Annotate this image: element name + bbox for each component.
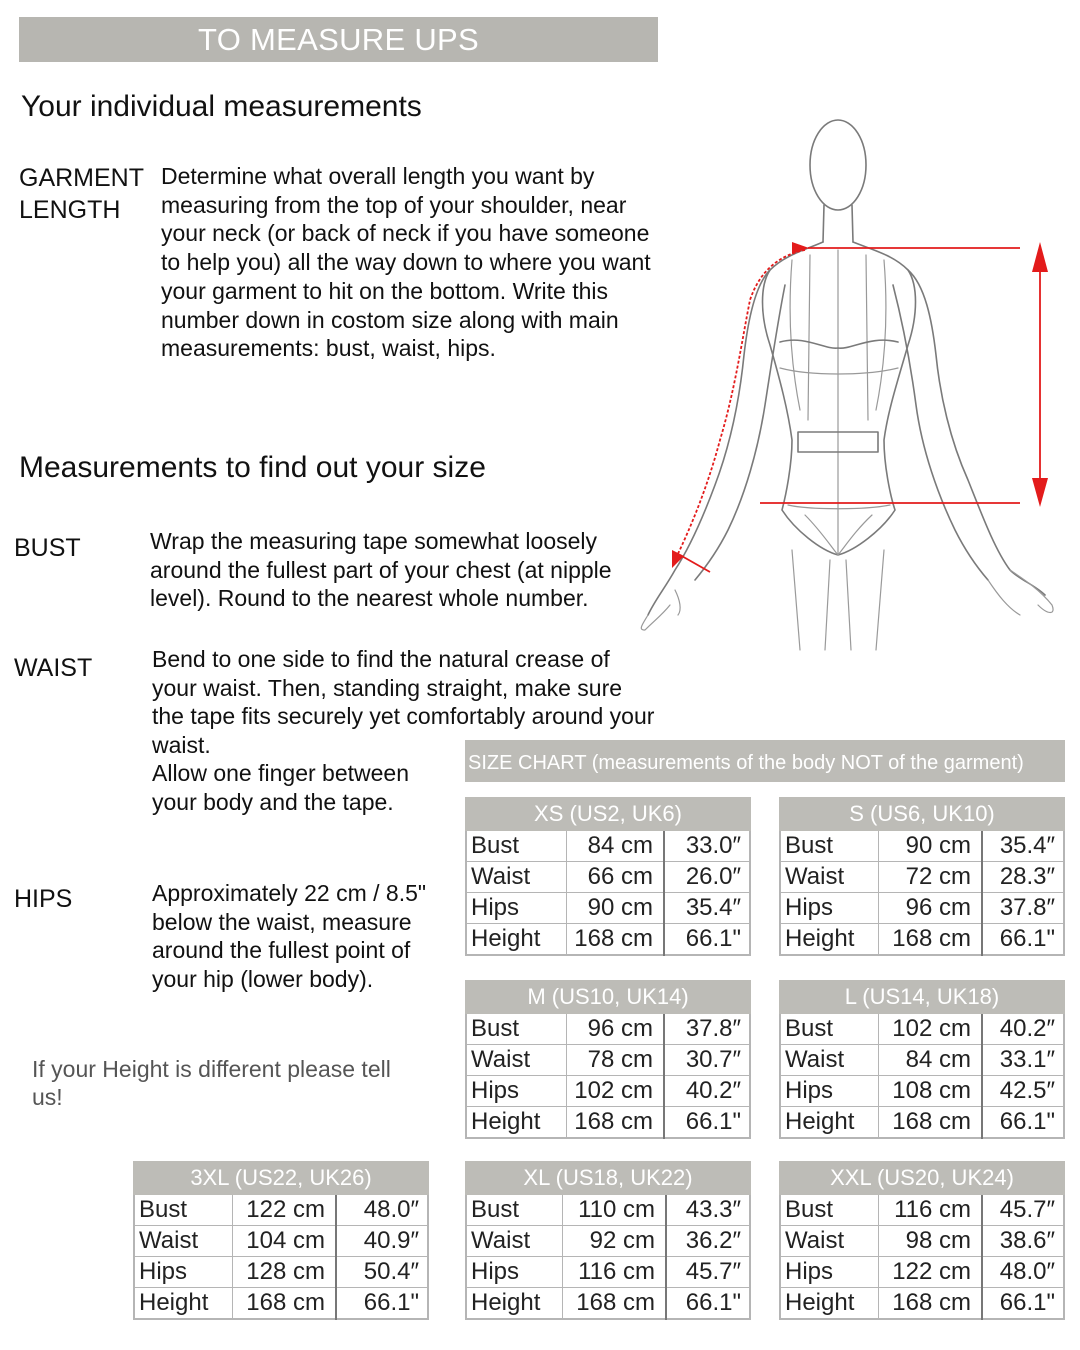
page-banner: TO MEASURE UPS <box>19 17 658 62</box>
size-cell-cm: 92 cm <box>562 1226 666 1257</box>
size-cell-cm: 122 cm <box>878 1257 982 1288</box>
size-table-header: L (US14, UK18) <box>780 981 1064 1013</box>
size-table-row <box>466 924 750 956</box>
size-table-row <box>780 1013 1064 1045</box>
bust-text: Wrap the measuring tape somewhat loosely around the fullest part of your chest (at nipple level). Round to the nearest whole number. <box>150 528 612 612</box>
size-cell-inch: 40.2″ <box>982 1013 1064 1045</box>
size-cell-label: Height <box>780 1107 878 1139</box>
size-cell-inch: 26.0″ <box>664 862 750 893</box>
size-table <box>779 980 1065 1139</box>
height-note: If your Height is different please tell us! <box>32 1056 391 1110</box>
size-cell-cm: 104 cm <box>232 1226 336 1257</box>
size-table-header: XL (US18, UK22) <box>466 1162 750 1194</box>
size-cell-cm: 168 cm <box>566 1107 664 1139</box>
size-cell-inch: 40.2″ <box>664 1076 750 1107</box>
mannequin-right-arm <box>893 270 1045 595</box>
size-table-row <box>780 1107 1064 1139</box>
size-cell-inch: 37.8″ <box>664 1013 750 1045</box>
size-table-row <box>780 1045 1064 1076</box>
size-table-header: M (US10, UK14) <box>466 981 750 1013</box>
size-table-row <box>780 862 1064 893</box>
size-table-header: 3XL (US22, UK26) <box>134 1162 428 1194</box>
size-cell-cm: 116 cm <box>562 1257 666 1288</box>
size-table-row <box>134 1288 428 1320</box>
size-cell-inch: 42.5″ <box>982 1076 1064 1107</box>
size-cell-inch: 66.1" <box>982 1288 1064 1320</box>
garment-length-text: Determine what overall length you want by measuring from the top of your shoulder, near your neck (or back of neck if you have someone to help you) all the way down to where you want your garment to hit on the bottom. Write this number down in costom size along with main measurements: bust, waist, hips. <box>161 163 651 362</box>
size-cell-label: Hips <box>466 1076 566 1107</box>
size-cell-inch: 43.3″ <box>666 1194 750 1226</box>
size-cell-cm: 168 cm <box>232 1288 336 1320</box>
size-cell-label: Hips <box>780 893 878 924</box>
size-cell-label: Bust <box>780 1013 878 1045</box>
size-cell-label: Height <box>466 1107 566 1139</box>
size-cell-inch: 36.2″ <box>666 1226 750 1257</box>
size-table-row <box>780 1257 1064 1288</box>
size-table-row <box>780 924 1064 956</box>
size-cell-inch: 66.1" <box>982 924 1064 956</box>
size-cell-inch: 35.4″ <box>664 893 750 924</box>
size-table-row <box>780 1288 1064 1320</box>
size-cell-cm: 84 cm <box>566 830 664 862</box>
garment-label-line2: LENGTH <box>19 196 121 224</box>
size-cell-cm: 78 cm <box>566 1045 664 1076</box>
size-table-row <box>466 1107 750 1139</box>
section-title-size: Measurements to find out your size <box>19 451 486 484</box>
size-cell-cm: 108 cm <box>878 1076 982 1107</box>
size-cell-label: Waist <box>466 1045 566 1076</box>
size-table-row <box>780 830 1064 862</box>
size-table <box>779 1161 1065 1320</box>
size-cell-inch: 37.8″ <box>982 893 1064 924</box>
size-table-row <box>134 1226 428 1257</box>
size-cell-inch: 66.1" <box>982 1107 1064 1139</box>
size-table-row <box>466 1226 750 1257</box>
size-cell-cm: 102 cm <box>878 1013 982 1045</box>
size-cell-label: Height <box>466 1288 562 1320</box>
size-table-row <box>780 1194 1064 1226</box>
waist-text: Bend to one side to find the natural crease of your waist. Then, standing straight, make sure the tape fits securely yet comfortably around your waist. <box>152 646 655 759</box>
size-table-header: S (US6, UK10) <box>780 798 1064 830</box>
size-cell-cm: 102 cm <box>566 1076 664 1107</box>
size-cell-cm: 96 cm <box>566 1013 664 1045</box>
size-cell-label: Hips <box>466 893 566 924</box>
size-cell-label: Bust <box>466 830 566 862</box>
size-cell-label: Height <box>780 1288 878 1320</box>
waist-label: WAIST <box>14 654 93 682</box>
size-table-row <box>466 1257 750 1288</box>
arrow-up-icon <box>1032 242 1048 272</box>
size-cell-inch: 35.4″ <box>982 830 1064 862</box>
size-cell-inch: 45.7″ <box>666 1257 750 1288</box>
size-cell-label: Waist <box>780 1226 878 1257</box>
size-cell-cm: 72 cm <box>878 862 982 893</box>
size-cell-label: Waist <box>466 1226 562 1257</box>
size-table <box>133 1161 429 1320</box>
size-cell-cm: 96 cm <box>878 893 982 924</box>
size-cell-inch: 33.1″ <box>982 1045 1064 1076</box>
size-table-header: XS (US2, UK6) <box>466 798 750 830</box>
waist-text-finger: Allow one finger between your body and the tape. <box>152 760 409 815</box>
size-cell-cm: 168 cm <box>878 1288 982 1320</box>
garment-label <box>19 162 144 226</box>
size-cell-label: Height <box>466 924 566 956</box>
size-table-header: XXL (US20, UK24) <box>780 1162 1064 1194</box>
size-cell-inch: 50.4″ <box>336 1257 428 1288</box>
size-cell-label: Bust <box>466 1194 562 1226</box>
size-cell-inch: 66.1" <box>666 1288 750 1320</box>
size-cell-inch: 48.0″ <box>336 1194 428 1226</box>
size-table-row <box>134 1194 428 1226</box>
size-cell-label: Bust <box>134 1194 232 1226</box>
size-cell-label: Bust <box>780 1194 878 1226</box>
size-cell-cm: 66 cm <box>566 862 664 893</box>
size-cell-label: Waist <box>780 1045 878 1076</box>
size-cell-inch: 30.7″ <box>664 1045 750 1076</box>
size-table-row <box>466 893 750 924</box>
size-table-row <box>134 1257 428 1288</box>
size-table <box>779 797 1065 956</box>
hips-text: Approximately 22 cm / 8.5" below the waist, measure around the fullest point of your hip (lower body). <box>152 880 427 993</box>
size-cell-inch: 45.7″ <box>982 1194 1064 1226</box>
size-table-row <box>780 1226 1064 1257</box>
size-table-row <box>466 830 750 862</box>
size-cell-label: Hips <box>780 1076 878 1107</box>
bust-label: BUST <box>14 534 81 562</box>
size-table-row <box>466 1194 750 1226</box>
size-cell-label: Hips <box>780 1257 878 1288</box>
size-cell-cm: 168 cm <box>562 1288 666 1320</box>
size-cell-label: Waist <box>134 1226 232 1257</box>
size-cell-cm: 122 cm <box>232 1194 336 1226</box>
mannequin-torso <box>763 242 916 555</box>
section-title-individual: Your individual measurements <box>21 90 422 123</box>
size-table-row <box>466 1076 750 1107</box>
size-cell-cm: 116 cm <box>878 1194 982 1226</box>
size-table-row <box>466 1045 750 1076</box>
arrow-down-icon <box>1032 478 1048 507</box>
size-cell-cm: 90 cm <box>878 830 982 862</box>
size-table-row <box>780 893 1064 924</box>
mannequin-illustration <box>620 110 1060 670</box>
hips-label: HIPS <box>14 885 73 913</box>
size-cell-label: Waist <box>780 862 878 893</box>
size-table <box>465 797 751 956</box>
size-cell-inch: 38.6″ <box>982 1226 1064 1257</box>
size-cell-inch: 33.0″ <box>664 830 750 862</box>
size-cell-inch: 66.1" <box>664 924 750 956</box>
size-cell-inch: 40.9″ <box>336 1226 428 1257</box>
size-cell-cm: 98 cm <box>878 1226 982 1257</box>
size-cell-cm: 110 cm <box>562 1194 666 1226</box>
size-cell-label: Height <box>134 1288 232 1320</box>
size-cell-label: Waist <box>466 862 566 893</box>
size-cell-label: Hips <box>466 1257 562 1288</box>
garment-label-line1: GARMENT <box>19 164 144 192</box>
size-cell-label: Hips <box>134 1257 232 1288</box>
size-cell-inch: 66.1" <box>336 1288 428 1320</box>
size-cell-cm: 168 cm <box>878 1107 982 1139</box>
size-cell-cm: 128 cm <box>232 1257 336 1288</box>
size-table-row <box>466 1013 750 1045</box>
mannequin-head <box>810 120 866 210</box>
size-chart-title: SIZE CHART (measurements of the body NOT of the garment) <box>465 740 1065 782</box>
size-cell-inch: 48.0″ <box>982 1257 1064 1288</box>
size-cell-label: Height <box>780 924 878 956</box>
size-cell-label: Bust <box>466 1013 566 1045</box>
size-cell-cm: 168 cm <box>566 924 664 956</box>
size-cell-cm: 168 cm <box>878 924 982 956</box>
size-table <box>465 1161 751 1320</box>
arrow-right-icon <box>792 242 809 254</box>
size-table-row <box>466 862 750 893</box>
size-table-row <box>780 1076 1064 1107</box>
size-cell-cm: 90 cm <box>566 893 664 924</box>
size-cell-cm: 84 cm <box>878 1045 982 1076</box>
size-cell-inch: 28.3″ <box>982 862 1064 893</box>
size-table-row <box>466 1288 750 1320</box>
size-table <box>465 980 751 1139</box>
red-arrows <box>672 242 1048 568</box>
size-cell-label: Bust <box>780 830 878 862</box>
size-cell-inch: 66.1" <box>664 1107 750 1139</box>
